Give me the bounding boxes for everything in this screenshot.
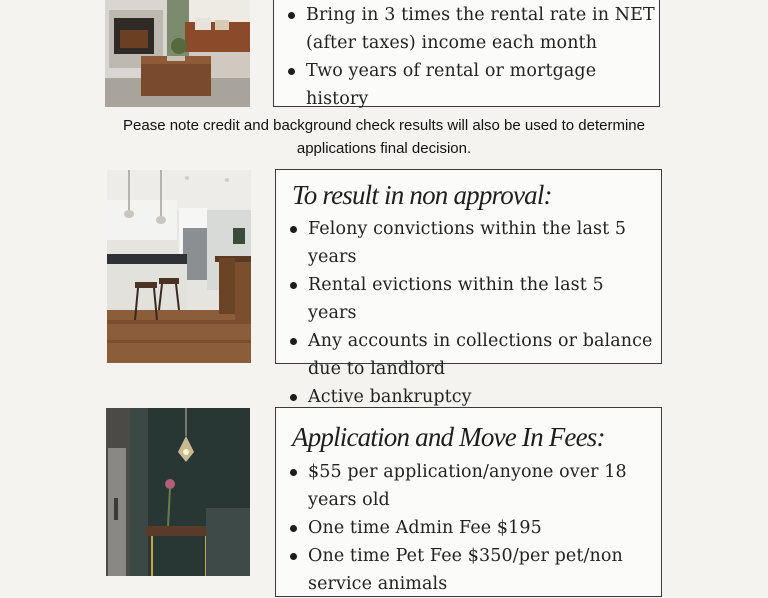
entryway-photo xyxy=(106,408,250,576)
bullet-item xyxy=(288,327,657,383)
bullet-item xyxy=(286,57,655,113)
note-line-2: applications final decision. xyxy=(296,140,472,157)
bullet-text: Felony convictions within the last 5 years xyxy=(308,219,627,267)
non-approval-title: To result in non approval: xyxy=(292,180,552,210)
bullet-text: One time Pet Fee $350/per pet/non service animals xyxy=(308,546,623,594)
fees-box xyxy=(275,407,662,597)
bullet-dot xyxy=(290,226,297,233)
bullet-item xyxy=(288,514,657,542)
bullet-dot xyxy=(290,394,297,401)
bullet-dot xyxy=(288,68,295,75)
bullet-text: Bring in 3 times the rental rate in NET (after taxes) income each month xyxy=(306,5,655,53)
bullet-dot xyxy=(290,525,297,532)
bullet-text: $55 per application/anyone over 18 years old xyxy=(308,462,627,510)
income-requirements-box xyxy=(273,0,660,107)
bullet-dot xyxy=(290,469,297,476)
bullet-text: Active bankruptcy xyxy=(308,387,472,407)
bullet-item xyxy=(288,215,657,271)
fees-title: Application and Move In Fees: xyxy=(292,422,605,452)
bullet-text: Any accounts in collections or balance due to landlord xyxy=(308,331,653,379)
bullet-text: Rental evictions within the last 5 years xyxy=(308,275,604,323)
non-approval-box xyxy=(275,169,662,407)
note-line-1: Pease note credit and background check results will also be used to determine xyxy=(123,117,645,134)
bullet-item xyxy=(286,1,655,57)
bullet-text: One time Admin Fee $195 xyxy=(308,518,542,538)
kitchen-photo xyxy=(107,170,251,363)
credit-check-note xyxy=(0,114,768,160)
bullet-dot xyxy=(290,553,297,560)
bullet-text: Two years of rental or mortgage history xyxy=(306,61,597,109)
living-room-photo xyxy=(105,0,250,107)
bullet-dot xyxy=(290,338,297,345)
bullet-dot xyxy=(288,12,295,19)
bullet-item xyxy=(288,542,657,598)
bullet-item xyxy=(288,458,657,514)
bullet-dot xyxy=(290,282,297,289)
bullet-item xyxy=(288,271,657,327)
